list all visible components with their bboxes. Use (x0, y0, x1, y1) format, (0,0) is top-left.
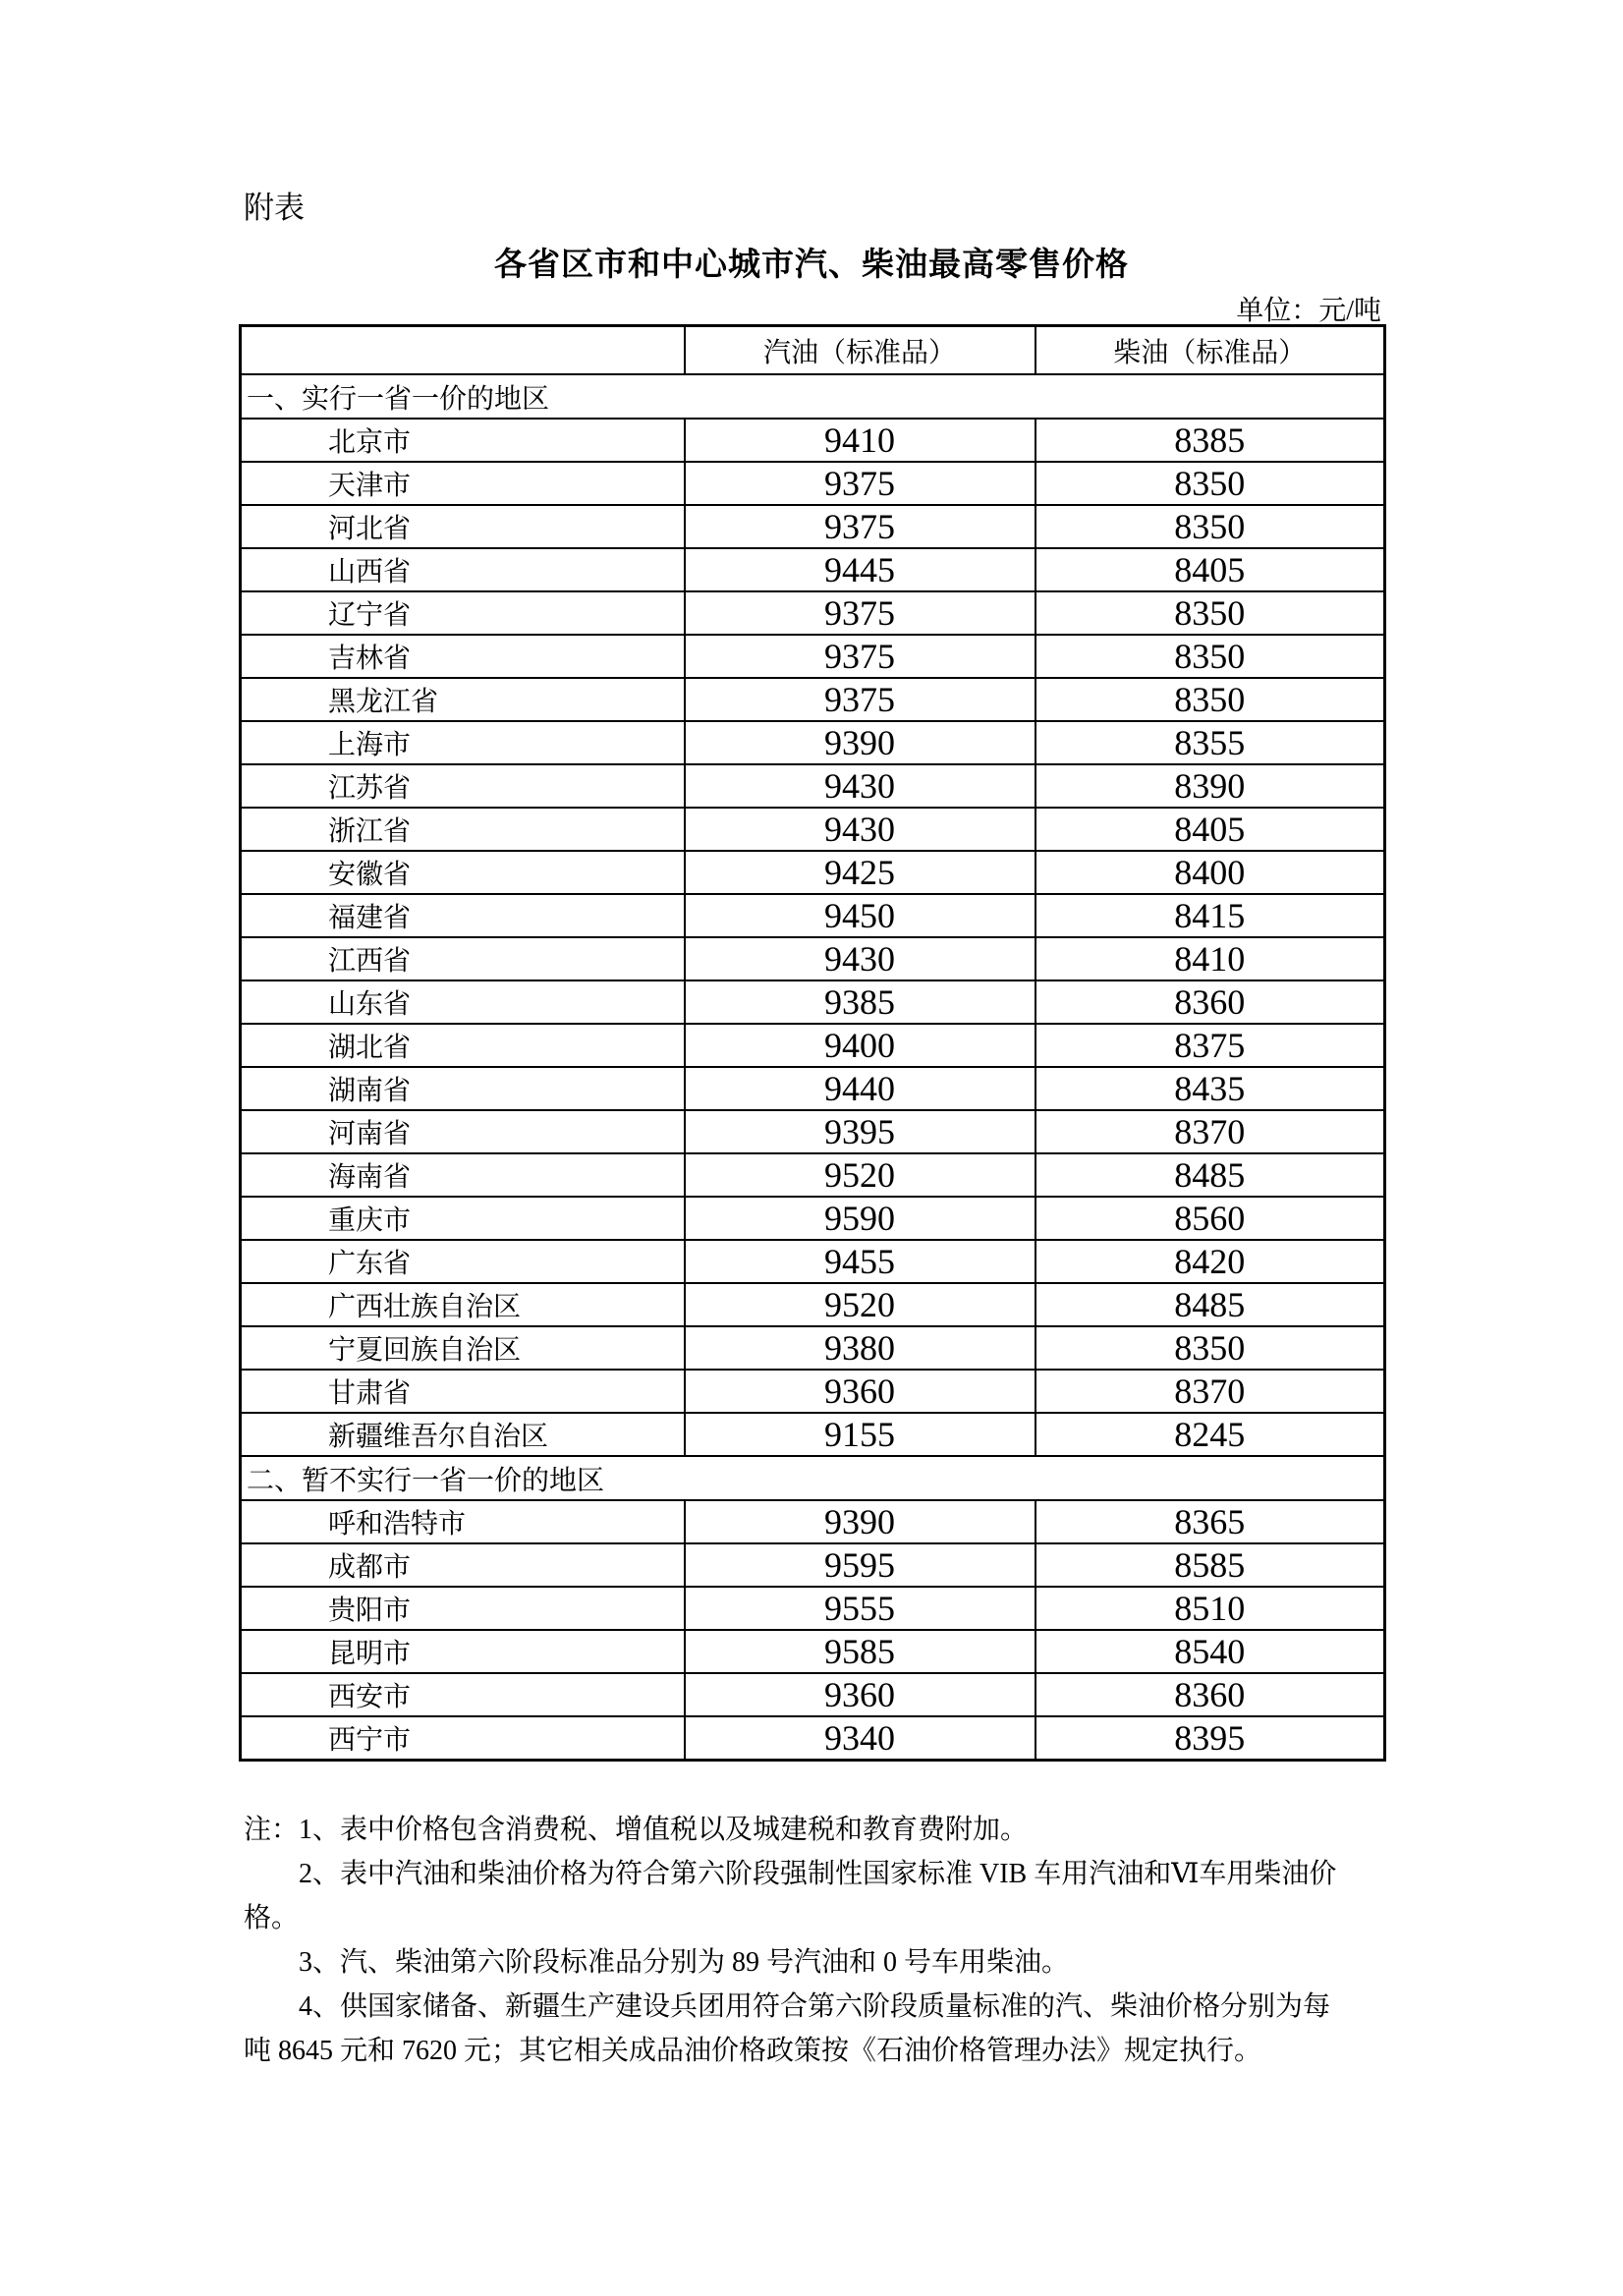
diesel-price-cell: 8350 (1035, 591, 1385, 635)
diesel-price-cell: 8485 (1035, 1153, 1385, 1197)
table-row (241, 1110, 1385, 1153)
gasoline-price-cell: 9360 (685, 1673, 1035, 1716)
region-cell: 广西壮族自治区 (241, 1283, 685, 1326)
gasoline-price-cell: 9555 (685, 1587, 1035, 1630)
diesel-price-cell: 8350 (1035, 678, 1385, 721)
table-row (241, 1240, 1385, 1283)
region-cell: 海南省 (241, 1153, 685, 1197)
region-cell: 西宁市 (241, 1716, 685, 1761)
region-cell: 江西省 (241, 937, 685, 980)
diesel-price-cell: 8510 (1035, 1587, 1385, 1630)
diesel-price-cell: 8585 (1035, 1543, 1385, 1587)
header-region-cell (241, 326, 685, 375)
table-row (241, 505, 1385, 548)
diesel-price-cell: 8400 (1035, 851, 1385, 894)
gasoline-price-cell: 9375 (685, 505, 1035, 548)
table-row (241, 548, 1385, 591)
gasoline-price-cell: 9390 (685, 1500, 1035, 1543)
region-cell: 山西省 (241, 548, 685, 591)
table-row (241, 894, 1385, 937)
gasoline-price-cell: 9590 (685, 1197, 1035, 1240)
region-cell: 山东省 (241, 980, 685, 1024)
table-row (241, 1283, 1385, 1326)
gasoline-price-cell: 9360 (685, 1370, 1035, 1413)
header-diesel-cell: 柴油（标准品） (1035, 326, 1385, 375)
region-cell: 呼和浩特市 (241, 1500, 685, 1543)
diesel-price-cell: 8370 (1035, 1110, 1385, 1153)
table-row (241, 1370, 1385, 1413)
gasoline-price-cell: 9445 (685, 548, 1035, 591)
gasoline-price-cell: 9375 (685, 591, 1035, 635)
diesel-price-cell: 8390 (1035, 764, 1385, 808)
diesel-price-cell: 8410 (1035, 937, 1385, 980)
region-cell: 河南省 (241, 1110, 685, 1153)
note-line: 2、表中汽油和柴油价格为符合第六阶段强制性国家标准 VIB 车用汽油和Ⅵ车用柴油价 (299, 1859, 1337, 1889)
gasoline-price-cell: 9395 (685, 1110, 1035, 1153)
price-table-header (241, 326, 1385, 375)
page-title: 各省区市和中心城市汽、柴油最高零售价格 (494, 246, 1129, 282)
gasoline-price-cell: 9520 (685, 1153, 1035, 1197)
table-row (241, 462, 1385, 505)
diesel-price-cell: 8350 (1035, 505, 1385, 548)
diesel-price-cell: 8350 (1035, 462, 1385, 505)
gasoline-price-cell: 9430 (685, 808, 1035, 851)
diesel-price-cell: 8405 (1035, 808, 1385, 851)
gasoline-price-cell: 9380 (685, 1326, 1035, 1370)
diesel-price-cell: 8360 (1035, 1673, 1385, 1716)
diesel-price-cell: 8350 (1035, 635, 1385, 678)
diesel-price-cell: 8485 (1035, 1283, 1385, 1326)
gasoline-price-cell: 9430 (685, 764, 1035, 808)
table-row (241, 1024, 1385, 1067)
gasoline-price-cell: 9390 (685, 721, 1035, 764)
section-row (241, 1456, 1385, 1500)
diesel-price-cell: 8355 (1035, 721, 1385, 764)
region-cell: 新疆维吾尔自治区 (241, 1413, 685, 1456)
region-cell: 吉林省 (241, 635, 685, 678)
gasoline-price-cell: 9375 (685, 462, 1035, 505)
table-row (241, 1716, 1385, 1761)
region-cell: 贵阳市 (241, 1587, 685, 1630)
diesel-price-cell: 8375 (1035, 1024, 1385, 1067)
region-cell: 浙江省 (241, 808, 685, 851)
region-cell: 福建省 (241, 894, 685, 937)
table-row (241, 937, 1385, 980)
gasoline-price-cell: 9400 (685, 1024, 1035, 1067)
gasoline-price-cell: 9585 (685, 1630, 1035, 1673)
table-row (241, 851, 1385, 894)
region-cell: 安徽省 (241, 851, 685, 894)
table-row (241, 980, 1385, 1024)
section-row (241, 374, 1385, 419)
table-row (241, 635, 1385, 678)
gasoline-price-cell: 9430 (685, 937, 1035, 980)
gasoline-price-cell: 9375 (685, 635, 1035, 678)
section-title: 一、实行一省一价的地区 (241, 374, 1385, 419)
gasoline-price-cell: 9520 (685, 1283, 1035, 1326)
note-line: 格。 (244, 1903, 300, 1933)
gasoline-price-cell: 9375 (685, 678, 1035, 721)
region-cell: 辽宁省 (241, 591, 685, 635)
table-row (241, 1500, 1385, 1543)
note-line: 3、汽、柴油第六阶段标准品分别为 89 号汽油和 0 号车用柴油。 (299, 1947, 1070, 1978)
table-row (241, 591, 1385, 635)
diesel-price-cell: 8560 (1035, 1197, 1385, 1240)
table-row (241, 1543, 1385, 1587)
gasoline-price-cell: 9410 (685, 419, 1035, 462)
region-cell: 黑龙江省 (241, 678, 685, 721)
notes (244, 1808, 1403, 2073)
table-row (241, 808, 1385, 851)
table-row (241, 1673, 1385, 1716)
region-cell: 上海市 (241, 721, 685, 764)
attachment-label: 附表 (244, 191, 305, 225)
diesel-price-cell: 8245 (1035, 1413, 1385, 1456)
table-row (241, 1587, 1385, 1630)
diesel-price-cell: 8405 (1035, 548, 1385, 591)
region-cell: 天津市 (241, 462, 685, 505)
table-row (241, 1630, 1385, 1673)
gasoline-price-cell: 9340 (685, 1716, 1035, 1761)
region-cell: 北京市 (241, 419, 685, 462)
table-row (241, 1197, 1385, 1240)
note-line: 注：1、表中价格包含消费税、增值税以及城建税和教育费附加。 (244, 1815, 1029, 1845)
region-cell: 广东省 (241, 1240, 685, 1283)
gasoline-price-cell: 9595 (685, 1543, 1035, 1587)
diesel-price-cell: 8420 (1035, 1240, 1385, 1283)
table-row (241, 1067, 1385, 1110)
table-row (241, 1153, 1385, 1197)
diesel-price-cell: 8365 (1035, 1500, 1385, 1543)
gasoline-price-cell: 9440 (685, 1067, 1035, 1110)
region-cell: 甘肃省 (241, 1370, 685, 1413)
diesel-price-cell: 8435 (1035, 1067, 1385, 1110)
table-header-row (241, 326, 1385, 375)
note-line: 吨 8645 元和 7620 元；其它相关成品油价格政策按《石油价格管理办法》规定执行。 (244, 2036, 1262, 2066)
price-table (239, 324, 1386, 1762)
region-cell: 湖北省 (241, 1024, 685, 1067)
diesel-price-cell: 8385 (1035, 419, 1385, 462)
region-cell: 重庆市 (241, 1197, 685, 1240)
diesel-price-cell: 8370 (1035, 1370, 1385, 1413)
region-cell: 湖南省 (241, 1067, 685, 1110)
gasoline-price-cell: 9155 (685, 1413, 1035, 1456)
gasoline-price-cell: 9425 (685, 851, 1035, 894)
note-line: 4、供国家储备、新疆生产建设兵团用符合第六阶段质量标准的汽、柴油价格分别为每 (299, 1991, 1331, 2022)
region-cell: 江苏省 (241, 764, 685, 808)
region-cell: 昆明市 (241, 1630, 685, 1673)
region-cell: 西安市 (241, 1673, 685, 1716)
unit-label: 单位：元/吨 (1236, 296, 1381, 326)
gasoline-price-cell: 9450 (685, 894, 1035, 937)
region-cell: 成都市 (241, 1543, 685, 1587)
price-table-body (241, 374, 1385, 1761)
diesel-price-cell: 8350 (1035, 1326, 1385, 1370)
diesel-price-cell: 8360 (1035, 980, 1385, 1024)
diesel-price-cell: 8540 (1035, 1630, 1385, 1673)
header-gasoline-cell: 汽油（标准品） (685, 326, 1035, 375)
section-title: 二、暂不实行一省一价的地区 (241, 1456, 1385, 1500)
table-row (241, 1326, 1385, 1370)
table-row (241, 419, 1385, 462)
table-row (241, 678, 1385, 721)
gasoline-price-cell: 9385 (685, 980, 1035, 1024)
region-cell: 河北省 (241, 505, 685, 548)
table-row (241, 1413, 1385, 1456)
gasoline-price-cell: 9455 (685, 1240, 1035, 1283)
table-row (241, 721, 1385, 764)
region-cell: 宁夏回族自治区 (241, 1326, 685, 1370)
diesel-price-cell: 8415 (1035, 894, 1385, 937)
table-row (241, 764, 1385, 808)
diesel-price-cell: 8395 (1035, 1716, 1385, 1761)
